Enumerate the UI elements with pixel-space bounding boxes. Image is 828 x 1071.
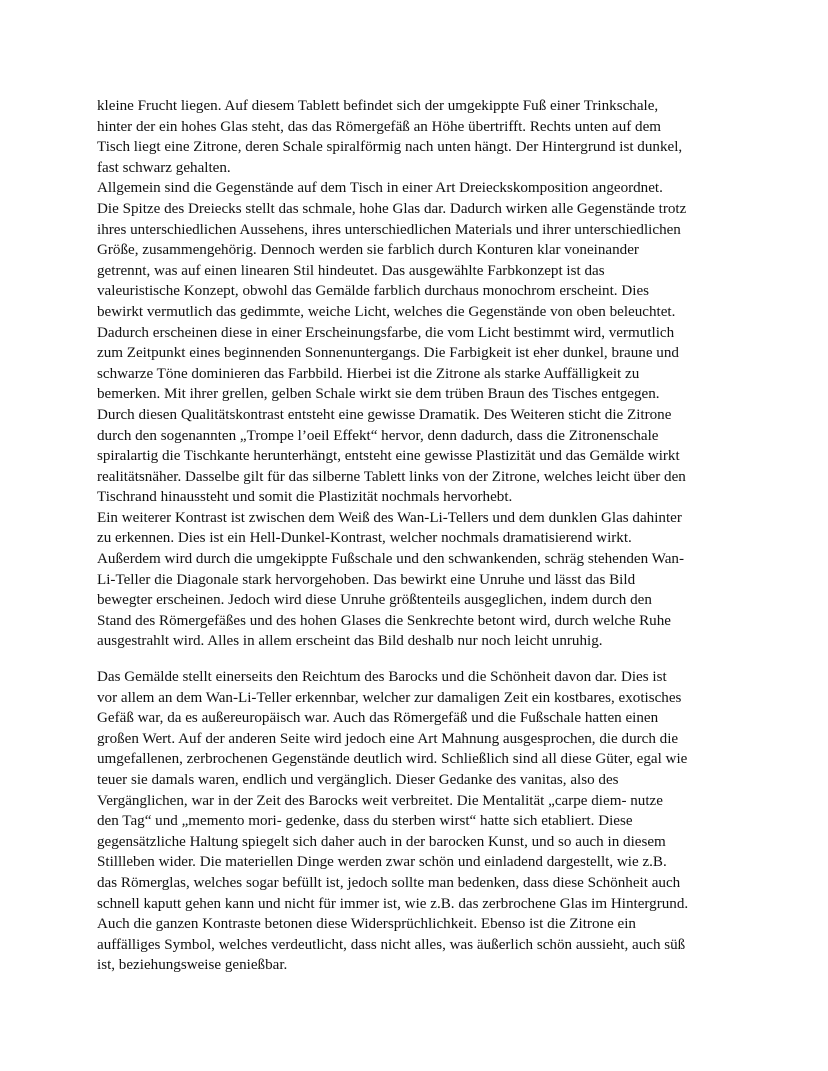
text-line: Das Gemälde stellt einerseits den Reichtum des Barocks und die Schönheit davon dar. Dies ist (97, 669, 667, 686)
text-line: umgefallenen, zerbrochenen Gegenstände deutlich wird. Schließlich sind all diese Güter, egal wie (97, 751, 688, 768)
text-line: das Römerglas, welches sogar befüllt ist, jedoch sollte man bedenken, dass diese Schönheit auch (97, 874, 681, 891)
text-line: teuer sie damals waren, endlich und vergänglich. Dieser Gedanke des vanitas, also des (97, 772, 619, 788)
text-line: Dadurch erscheinen diese in einer Erscheinungsfarbe, die vom Licht bestimmt wird, vermutlich (97, 324, 675, 341)
text-line: Durch diesen Qualitätskontrast entsteht eine gewisse Dramatik. Des Weiteren sticht die Zitrone (97, 406, 672, 423)
text-line: Stand des Römergefäßes und des hohen Glases die Senkrechte betont wird, durch welche Ruhe (97, 612, 671, 629)
text-line: realitätsnäher. Dasselbe gilt für das silberne Tablett links von der Zitrone, welches leicht über den (97, 468, 686, 485)
text-line: Die Spitze des Dreiecks stellt das schmale, hohe Glas dar. Dadurch wirken alle Gegenstände trotz (97, 200, 687, 217)
text-line: Gefäß war, da es außereuropäisch war. Auch das Römergefäß und die Fußschale hatten einen (97, 710, 659, 727)
text-line: schwarze Töne dominieren das Farbbild. Hierbei ist die Zitrone als starke Auffälligkeit zu (97, 365, 640, 382)
paragraph (97, 96, 733, 178)
text-line: bewegter erscheinen. Jedoch wird diese Unruhe größtenteils ausgeglichen, indem durch den (97, 592, 652, 609)
paragraph (97, 178, 733, 508)
text-line: fast schwarz gehalten. (97, 159, 231, 176)
text-line: schnell kaputt gehen kann und nicht für immer ist, wie z.B. das zerbrochene Glas im Hintergrund. (97, 895, 689, 912)
text-line: Vergänglichen, war in der Zeit des Barocks weit verbreitet. Die Mentalität „carpe diem- nutze (97, 792, 663, 809)
text-line: den Tag“ und „memento mori- gedenke, dass du sterben wirst“ hatte sich etabliert. Diese (97, 813, 633, 830)
text-line: ihres unterschiedlichen Aussehens, ihres unterschiedlichen Materials und ihrer unterschiedlichen (97, 221, 681, 238)
text-line: valeuristische Konzept, obwohl das Gemälde farblich durchaus monochrom erscheint. Dies (97, 283, 650, 300)
text-line: durch den sogenannten „Trompe l’oeil Effekt“ hervor, denn dadurch, dass die Zitronenschale (97, 427, 659, 444)
text-line: hinter der ein hohes Glas steht, das das Römergefäß an Höhe übertrifft. Rechts unten auf dem (97, 118, 662, 135)
paragraph-gap (97, 652, 733, 667)
text-line: gegensätzliche Haltung spiegelt sich daher auch in der barocken Kunst, und so auch in diesem (97, 833, 666, 850)
text-line: auffälliges Symbol, welches verdeutlicht, dass nicht alles, was äußerlich schön aussieht, auch süß (97, 936, 686, 953)
text-line: getrennt, was auf einen linearen Stil hindeutet. Das ausgewählte Farbkonzept ist das (97, 262, 605, 279)
text-line: Li-Teller die Diagonale stark hervorgehoben. Das bewirkt eine Unruhe und lässt das Bild (97, 571, 636, 588)
text-line: Außerdem wird durch die umgekippte Fußschale und den schwankenden, schräg stehenden Wan- (97, 551, 684, 568)
text-line: vor allem an dem Wan-Li-Teller erkennbar, welcher zur damaligen Zeit ein kostbares, exotisches (97, 689, 682, 706)
text-line: großen Wert. Auf der anderen Seite wird jedoch eine Art Mahnung ausgesprochen, die durch die (97, 730, 679, 747)
text-line: ist, beziehungsweise genießbar. (97, 957, 288, 974)
text-line: Stillleben wider. Die materiellen Dinge werden zwar schön und einladend dargestellt, wie z.B. (97, 854, 667, 871)
document-page (97, 96, 733, 976)
paragraph (97, 508, 733, 652)
text-line: zu erkennen. Dies ist ein Hell-Dunkel-Kontrast, welcher nochmals dramatisierend wirkt. (97, 530, 632, 547)
text-line: Tisch liegt eine Zitrone, deren Schale spiralförmig nach unten hängt. Der Hintergrund ist dunkel, (97, 139, 683, 156)
text-line: zum Zeitpunkt eines beginnenden Sonnenuntergangs. Die Farbigkeit ist eher dunkel, braune und (97, 345, 679, 362)
text-line: Ein weiterer Kontrast ist zwischen dem Weiß des Wan-Li-Tellers und dem dunklen Glas dahinter (97, 509, 682, 526)
text-line: Größe, zusammengehörig. Dennoch werden sie farblich durch Konturen klar voneinander (97, 242, 639, 259)
text-line: Allgemein sind die Gegenstände auf dem Tisch in einer Art Dreieckskomposition angeordnet. (97, 180, 663, 197)
text-line: ausgestrahlt wird. Alles in allem erscheint das Bild deshalb nur noch leicht unruhig. (97, 633, 603, 650)
text-line: Tischrand hinaussteht und somit die Plastizität nochmals hervorhebt. (97, 489, 513, 506)
text-line: kleine Frucht liegen. Auf diesem Tablett befindet sich der umgekippte Fuß einer Trinkschale, (97, 98, 659, 114)
text-line: spiralartig die Tischkante herunterhängt, entsteht eine gewisse Plastizität und das Gemälde wirkt (97, 448, 680, 465)
paragraph (97, 667, 733, 976)
text-line: Auch die ganzen Kontraste betonen diese Widersprüchlichkeit. Ebenso ist die Zitrone ein (97, 916, 636, 933)
text-line: bewirkt vermutlich das gedimmte, weiche Licht, welches die Gegenstände von oben beleuchtet. (97, 303, 676, 320)
text-line: bemerken. Mit ihrer grellen, gelben Schale wirkt sie dem trüben Braun des Tisches entgegen. (97, 386, 660, 403)
